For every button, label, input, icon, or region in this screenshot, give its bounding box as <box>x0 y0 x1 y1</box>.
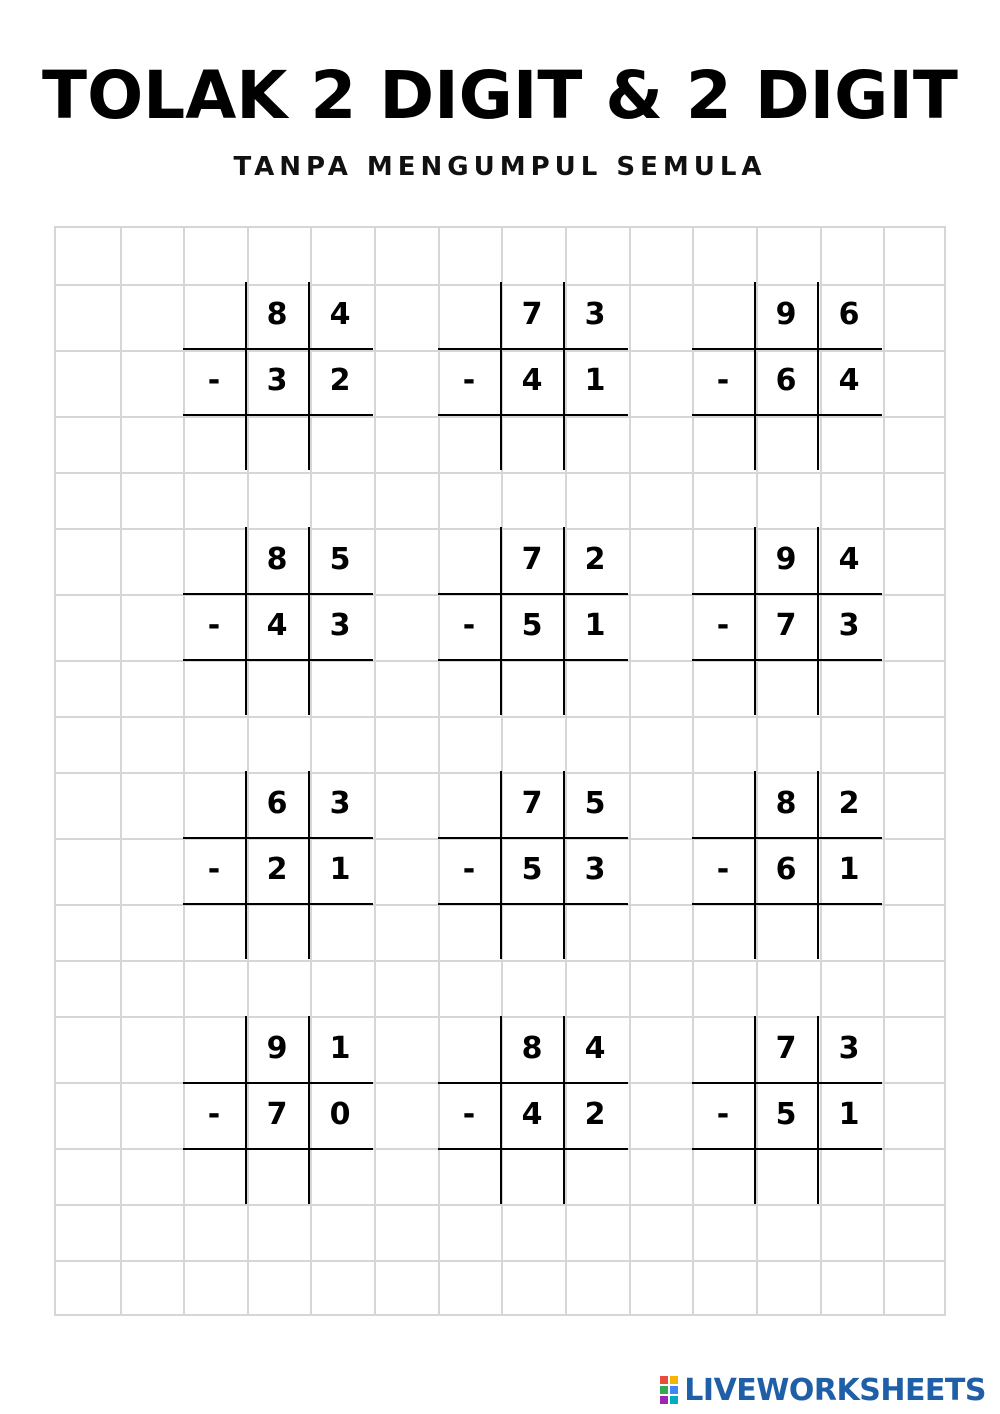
grid-line-horizontal <box>56 472 944 474</box>
minuend-tens-digit: 8 <box>266 542 288 577</box>
minuend-ones-digit: 4 <box>329 297 351 332</box>
subtrahend-tens-digit: 4 <box>521 363 543 398</box>
minus-sign: - <box>462 1097 476 1132</box>
grid-line-horizontal <box>56 1260 944 1262</box>
answer-ones-input[interactable] <box>819 906 883 960</box>
subtrahend-ones-digit: 3 <box>584 852 606 887</box>
subtraction-problem <box>183 527 373 715</box>
answer-tens-input[interactable] <box>247 417 311 471</box>
subtrahend-tens-digit: 7 <box>775 608 797 643</box>
minuend-ones-digit: 3 <box>584 297 606 332</box>
answer-ones-input[interactable] <box>819 1151 883 1205</box>
minus-sign: - <box>716 852 730 887</box>
answer-tens-input[interactable] <box>756 1151 820 1205</box>
minuend-tens-digit: 9 <box>266 1031 288 1066</box>
grid-line-vertical <box>374 228 376 1314</box>
answer-tens-input[interactable] <box>247 1151 311 1205</box>
problem-row-line <box>183 837 373 839</box>
subtraction-problem <box>183 282 373 470</box>
problem-row-line <box>692 837 882 839</box>
subtrahend-ones-digit: 2 <box>329 363 351 398</box>
subtrahend-ones-digit: 2 <box>584 1097 606 1132</box>
minuend-tens-digit: 6 <box>266 786 288 821</box>
minus-sign: - <box>207 852 221 887</box>
problem-row-line <box>692 348 882 350</box>
subtrahend-tens-digit: 5 <box>521 852 543 887</box>
minus-sign: - <box>462 363 476 398</box>
minus-sign: - <box>462 852 476 887</box>
logo-text: LIVEWORKSHEETS <box>684 1372 986 1408</box>
minuend-ones-digit: 2 <box>584 542 606 577</box>
subtrahend-tens-digit: 6 <box>775 363 797 398</box>
answer-ones-input[interactable] <box>819 417 883 471</box>
logo-block <box>670 1396 678 1404</box>
subtrahend-tens-digit: 5 <box>521 608 543 643</box>
problem-row-line <box>183 903 373 905</box>
answer-tens-input[interactable] <box>502 906 566 960</box>
problem-row-line <box>692 903 882 905</box>
minuend-tens-digit: 7 <box>521 542 543 577</box>
subtrahend-ones-digit: 1 <box>584 608 606 643</box>
logo-block <box>660 1386 668 1394</box>
minuend-tens-digit: 7 <box>775 1031 797 1066</box>
answer-ones-input[interactable] <box>310 1151 374 1205</box>
subtrahend-ones-digit: 0 <box>329 1097 351 1132</box>
subtraction-problem <box>183 771 373 959</box>
problem-row-line <box>438 1082 628 1084</box>
subtrahend-tens-digit: 4 <box>521 1097 543 1132</box>
problem-row-line <box>183 593 373 595</box>
answer-tens-input[interactable] <box>756 662 820 716</box>
minuend-ones-digit: 3 <box>838 1031 860 1066</box>
subtrahend-tens-digit: 5 <box>775 1097 797 1132</box>
minuend-ones-digit: 4 <box>838 542 860 577</box>
subtraction-problem <box>438 282 628 470</box>
problem-row-line <box>692 659 882 661</box>
minuend-tens-digit: 9 <box>775 542 797 577</box>
subtraction-problem <box>692 771 882 959</box>
problem-row-line <box>183 414 373 416</box>
problem-row-line <box>692 414 882 416</box>
minuend-tens-digit: 8 <box>775 786 797 821</box>
minuend-tens-digit: 8 <box>521 1031 543 1066</box>
subtrahend-tens-digit: 4 <box>266 608 288 643</box>
problem-row-line <box>183 1082 373 1084</box>
liveworksheets-logo-icon <box>660 1376 678 1404</box>
minus-sign: - <box>207 363 221 398</box>
answer-tens-input[interactable] <box>247 906 311 960</box>
answer-ones-input[interactable] <box>310 906 374 960</box>
answer-ones-input[interactable] <box>819 662 883 716</box>
minuend-ones-digit: 6 <box>838 297 860 332</box>
answer-ones-input[interactable] <box>565 662 629 716</box>
answer-tens-input[interactable] <box>756 906 820 960</box>
answer-tens-input[interactable] <box>502 417 566 471</box>
answer-ones-input[interactable] <box>565 417 629 471</box>
grid-line-vertical <box>120 228 122 1314</box>
minus-sign: - <box>462 608 476 643</box>
subtrahend-tens-digit: 7 <box>266 1097 288 1132</box>
subtrahend-ones-digit: 1 <box>584 363 606 398</box>
minuend-tens-digit: 7 <box>521 786 543 821</box>
minuend-tens-digit: 8 <box>266 297 288 332</box>
problem-row-line <box>438 903 628 905</box>
subtraction-problem <box>438 1016 628 1204</box>
grid-line-horizontal <box>56 716 944 718</box>
logo-block <box>660 1376 668 1384</box>
minuend-ones-digit: 2 <box>838 786 860 821</box>
answer-tens-input[interactable] <box>756 417 820 471</box>
minus-sign: - <box>716 608 730 643</box>
minuend-ones-digit: 4 <box>584 1031 606 1066</box>
problem-row-line <box>438 348 628 350</box>
logo-block <box>660 1396 668 1404</box>
grid-line-vertical <box>629 228 631 1314</box>
subtraction-problem <box>692 282 882 470</box>
subtrahend-ones-digit: 4 <box>838 363 860 398</box>
subtrahend-tens-digit: 6 <box>775 852 797 887</box>
minus-sign: - <box>207 1097 221 1132</box>
subtrahend-ones-digit: 3 <box>838 608 860 643</box>
problem-row-line <box>438 659 628 661</box>
problem-row-line <box>692 593 882 595</box>
problem-row-line <box>438 414 628 416</box>
minuend-ones-digit: 1 <box>329 1031 351 1066</box>
subtraction-problem <box>692 1016 882 1204</box>
answer-tens-input[interactable] <box>502 662 566 716</box>
logo-block <box>670 1376 678 1384</box>
minus-sign: - <box>716 363 730 398</box>
subtrahend-tens-digit: 3 <box>266 363 288 398</box>
answer-ones-input[interactable] <box>310 662 374 716</box>
minus-sign: - <box>207 608 221 643</box>
subtraction-problem <box>692 527 882 715</box>
subtrahend-ones-digit: 1 <box>838 1097 860 1132</box>
worksheet-subtitle: TANPA MENGUMPUL SEMULA <box>233 152 767 182</box>
answer-ones-input[interactable] <box>310 417 374 471</box>
answer-tens-input[interactable] <box>502 1151 566 1205</box>
answer-ones-input[interactable] <box>565 906 629 960</box>
subtraction-problem <box>438 527 628 715</box>
problem-row-line <box>692 1148 882 1150</box>
minuend-ones-digit: 3 <box>329 786 351 821</box>
problem-row-line <box>183 659 373 661</box>
minus-sign: - <box>716 1097 730 1132</box>
minuend-tens-digit: 7 <box>521 297 543 332</box>
minuend-ones-digit: 5 <box>584 786 606 821</box>
subtrahend-tens-digit: 2 <box>266 852 288 887</box>
problem-row-line <box>183 1148 373 1150</box>
answer-tens-input[interactable] <box>247 662 311 716</box>
problem-row-line <box>438 593 628 595</box>
liveworksheets-logo <box>660 1372 986 1408</box>
answer-ones-input[interactable] <box>565 1151 629 1205</box>
problem-row-line <box>438 837 628 839</box>
problem-row-line <box>692 1082 882 1084</box>
problem-row-line <box>438 1148 628 1150</box>
grid-line-vertical <box>883 228 885 1314</box>
problem-row-line <box>183 348 373 350</box>
minuend-ones-digit: 5 <box>329 542 351 577</box>
minuend-tens-digit: 9 <box>775 297 797 332</box>
subtrahend-ones-digit: 1 <box>329 852 351 887</box>
logo-block <box>670 1386 678 1394</box>
grid-line-horizontal <box>56 960 944 962</box>
subtrahend-ones-digit: 3 <box>329 608 351 643</box>
worksheet-title: TOLAK 2 DIGIT & 2 DIGIT <box>42 57 958 134</box>
subtraction-problem <box>438 771 628 959</box>
subtraction-problem <box>183 1016 373 1204</box>
subtrahend-ones-digit: 1 <box>838 852 860 887</box>
